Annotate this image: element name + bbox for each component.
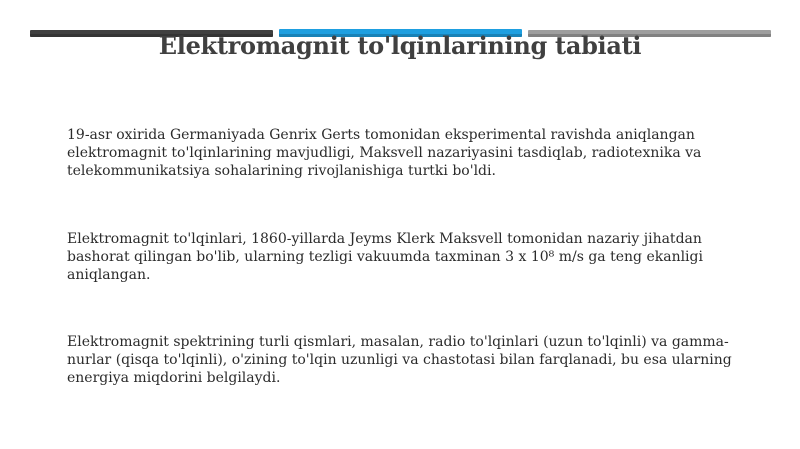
slide-title: Elektromagnit to'lqinlarining tabiati (158, 31, 642, 60)
paragraph-hertz: 19-asr oxirida Germaniyada Genrix Gerts tomonidan eksperimental ravishda aniqlangan elektromagnit to'lqinlarining mavjudligi, Maksvell nazariyasini tasdiqlab, radiotexnika va telekommunikatsiya sohalarining rivojlanishiga turtki bo'ldi. (67, 127, 702, 179)
paragraph-maxwell: Elektromagnit to'lqinlari, 1860-yillarda Jeyms Klerk Maksvell tomonidan nazariy jihatdan bashorat qilingan bo'lib, ularning tezligi vakuumda taxminan 3 x 10⁸ m/s ga teng ekanligi aniqlangan. (67, 231, 703, 283)
paragraph-spectrum: Elektromagnit spektrining turli qismlari, masalan, radio to'lqinlari (uzun to'lqinli) va gamma-nurlar (qisqa to'lqinli), o'zining to'lqin uzunligi va chastotasi bilan farqlanadi, bu esa ularning energiya miqdorini belgilaydi. (67, 334, 732, 386)
